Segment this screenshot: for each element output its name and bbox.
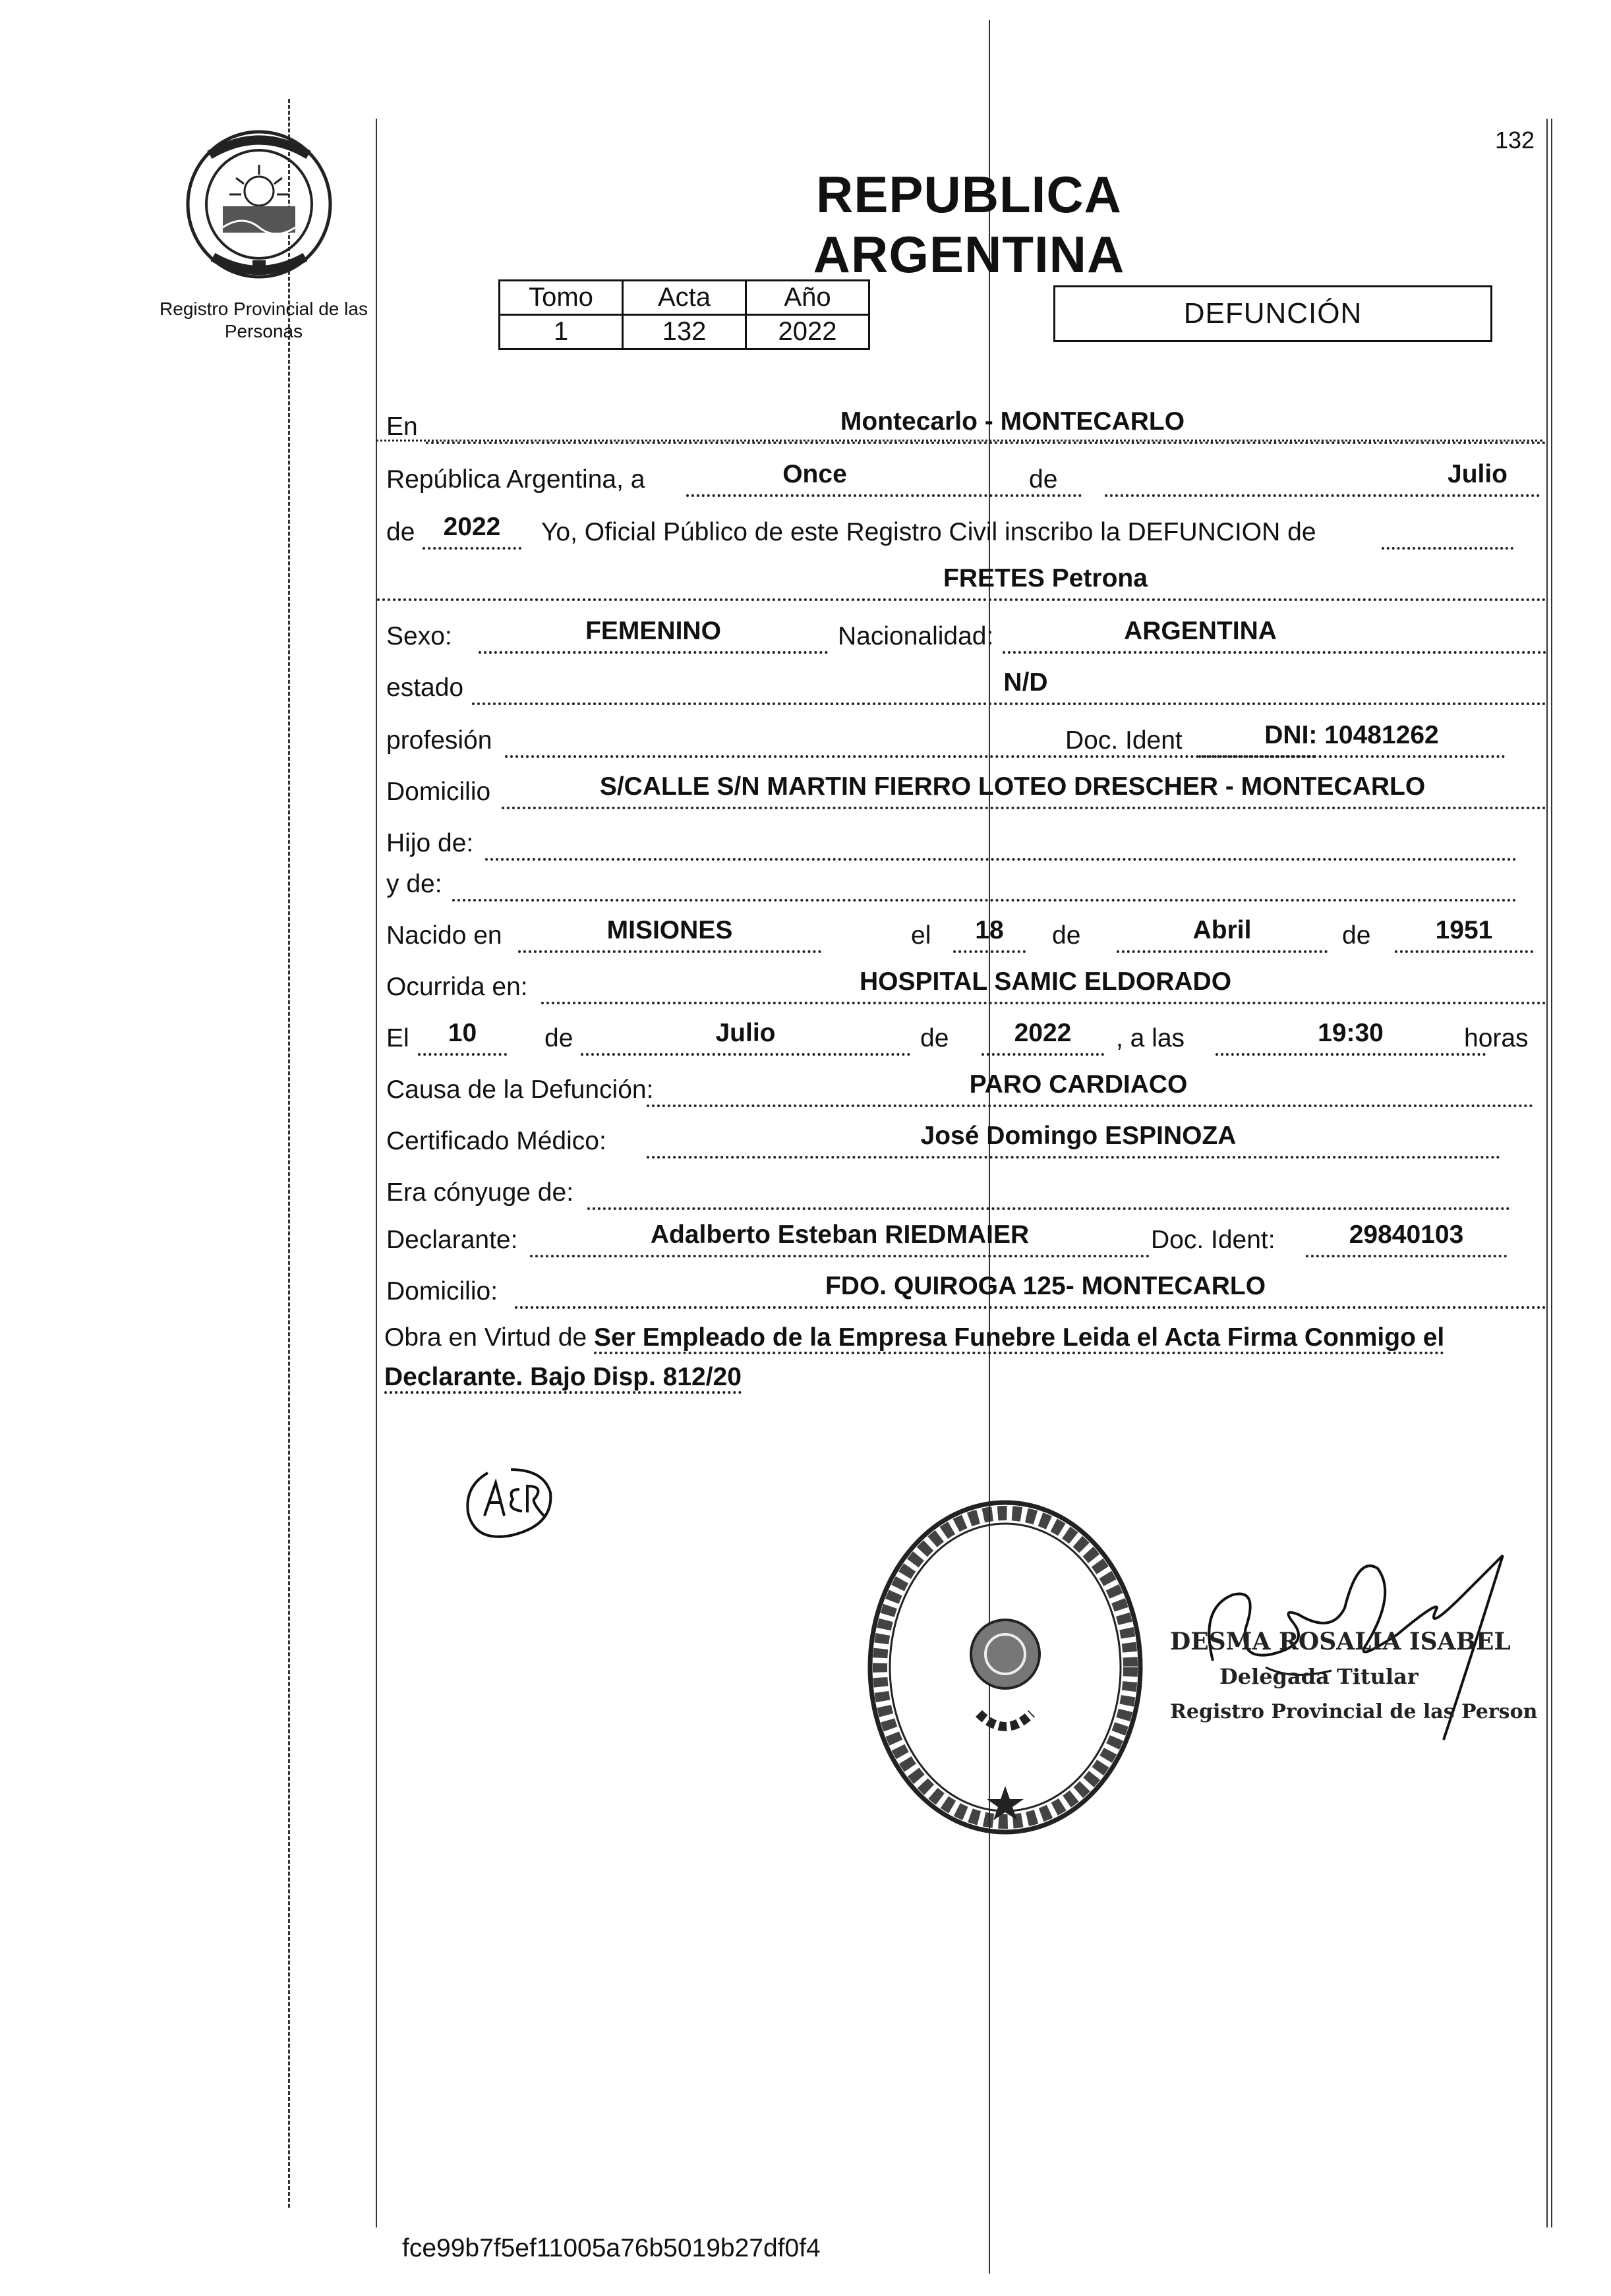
label-doc-ident: Doc. Ident	[1065, 726, 1183, 755]
scan-line-left	[288, 99, 290, 2208]
row-declarante	[386, 1220, 1546, 1260]
value-death-day: 10	[448, 1019, 477, 1047]
value-doc-ident: DNI: 10481262	[1264, 721, 1439, 749]
row-en	[386, 407, 1546, 447]
label-estado: estado	[386, 674, 464, 702]
label-republica: República Argentina, a	[386, 465, 645, 494]
label-declarante: Declarante:	[386, 1226, 518, 1254]
label-de: de	[1029, 465, 1058, 494]
value-en: Montecarlo - MONTECARLO	[840, 407, 1185, 436]
label-a-las: , a las	[1116, 1024, 1185, 1052]
value-birth-place: MISIONES	[606, 916, 733, 944]
record-header-acta: Acta	[623, 281, 746, 315]
row-conyuge	[386, 1173, 1546, 1213]
label-y-de: y de:	[386, 870, 442, 898]
value-death-month: Julio	[715, 1019, 776, 1047]
label-nacido-en: Nacido en	[386, 921, 502, 950]
record-header-anio: Año	[746, 281, 869, 315]
value-obra: Ser Empleado de la Empresa Funebre Leida el Acta Firma Conmigo el Declarante. Bajo Disp. 812/20	[384, 1323, 1444, 1394]
label-domicilio: Domicilio:	[386, 1277, 498, 1306]
handwritten-initials	[461, 1460, 560, 1545]
value-ocurrida-en: HOSPITAL SAMIC ELDORADO	[859, 967, 1232, 996]
label-certificado: Certificado Médico:	[386, 1127, 606, 1155]
row-domicilio-declarante	[386, 1272, 1546, 1311]
value-birth-month: Abril	[1192, 916, 1252, 944]
document-hash: fce99b7f5ef11005a76b5019b27df0f4	[402, 2234, 821, 2262]
row-anio	[386, 513, 1546, 552]
record-type-box: DEFUNCIÓN	[1053, 285, 1492, 342]
label-obra: Obra en Virtud de	[384, 1323, 587, 1352]
row-nombre	[386, 564, 1546, 604]
row-fecha-defuncion	[386, 1019, 1546, 1058]
dotted-line	[505, 721, 1316, 758]
value-deceased-name: FRETES Petrona	[943, 564, 1148, 592]
record-header-tomo: Tomo	[500, 281, 623, 315]
value-birth-day: 18	[975, 916, 1004, 944]
value-birth-year: 1951	[1435, 916, 1493, 944]
record-table	[498, 279, 870, 350]
label-nacionalidad: Nacionalidad:	[838, 622, 994, 650]
frame-right-line	[1546, 119, 1548, 2227]
label-horas: horas	[1464, 1024, 1529, 1052]
official-seal	[864, 1496, 1147, 1839]
value-causa: PARO CARDIACO	[969, 1070, 1188, 1099]
value-day: Once	[782, 460, 847, 488]
label-doc-ident: Doc. Ident:	[1151, 1226, 1275, 1254]
frame-left-line	[376, 119, 377, 2227]
value-declarante: Adalberto Esteban RIEDMAIER	[650, 1220, 1030, 1249]
record-value-tomo: 1	[500, 315, 623, 349]
label-de: de	[920, 1024, 949, 1052]
label-sexo: Sexo:	[386, 622, 452, 650]
registry-name: Registro Provincial de las Personas	[160, 299, 368, 341]
row-y-de	[386, 865, 1546, 904]
value-death-year: 2022	[1014, 1019, 1072, 1047]
label-de: de	[1342, 921, 1371, 950]
value-month: Julio	[1448, 460, 1508, 488]
label-conyuge: Era cónyuge de:	[386, 1178, 574, 1207]
row-hijo	[386, 824, 1546, 863]
misiones-emblem-icon	[183, 129, 335, 280]
row-nacido	[386, 916, 1546, 956]
signer-title: Delegada Titular	[1219, 1664, 1419, 1689]
value-declarante-doc: 29840103	[1349, 1220, 1464, 1249]
frame-right-line-2	[1551, 119, 1552, 2227]
label-profesion: profesión	[386, 726, 492, 755]
record-value-anio: 2022	[746, 315, 869, 349]
value-year: 2022	[443, 513, 501, 541]
value-nacionalidad: ARGENTINA	[1124, 617, 1277, 645]
label-domicilio: Domicilio	[386, 778, 491, 806]
signer-organization: Registro Provincial de las Person	[1170, 1700, 1538, 1723]
row-ocurrida	[386, 967, 1546, 1007]
value-sexo: FEMENINO	[585, 617, 721, 645]
dotted-line	[485, 824, 1517, 861]
label-ocurrida-en: Ocurrida en:	[386, 973, 528, 1001]
signer-name: DESMA ROSALIA ISABEL	[1170, 1628, 1511, 1655]
page-number: 132	[1495, 127, 1535, 154]
registry-statement: Yo, Oficial Público de este Registro Civil inscribo la DEFUNCION de	[541, 518, 1316, 546]
page-title: REPUBLICA ARGENTINA	[813, 165, 1125, 283]
dotted-line	[587, 1173, 1510, 1210]
row-certificado	[386, 1122, 1546, 1161]
row-causa	[386, 1070, 1546, 1110]
value-death-time: 19:30	[1318, 1019, 1384, 1047]
label-en: En	[386, 413, 418, 441]
row-obra	[384, 1318, 1548, 1397]
dotted-line	[452, 865, 1517, 902]
row-sexo	[386, 617, 1546, 656]
label-de: de	[386, 518, 415, 546]
row-fecha	[386, 460, 1546, 500]
value-domicilio: S/CALLE S/N MARTIN FIERRO LOTEO DRESCHER - MONTECARLO	[599, 772, 1426, 801]
dotted-line	[1382, 513, 1513, 550]
label-hijo-de: Hijo de:	[386, 829, 474, 857]
label-el: el	[911, 921, 931, 950]
row-profesion	[386, 721, 1546, 761]
label-causa: Causa de la Defunción:	[386, 1076, 654, 1104]
value-domicilio-declarante: FDO. QUIROGA 125- MONTECARLO	[825, 1272, 1266, 1300]
row-domicilio	[386, 772, 1546, 812]
value-estado: N/D	[1003, 668, 1048, 697]
label-el: El	[386, 1024, 409, 1052]
label-de: de	[1052, 921, 1081, 950]
label-de: de	[544, 1024, 573, 1052]
value-certificado: José Domingo ESPINOZA	[920, 1122, 1237, 1150]
row-estado	[386, 668, 1546, 708]
record-value-acta: 132	[623, 315, 746, 349]
